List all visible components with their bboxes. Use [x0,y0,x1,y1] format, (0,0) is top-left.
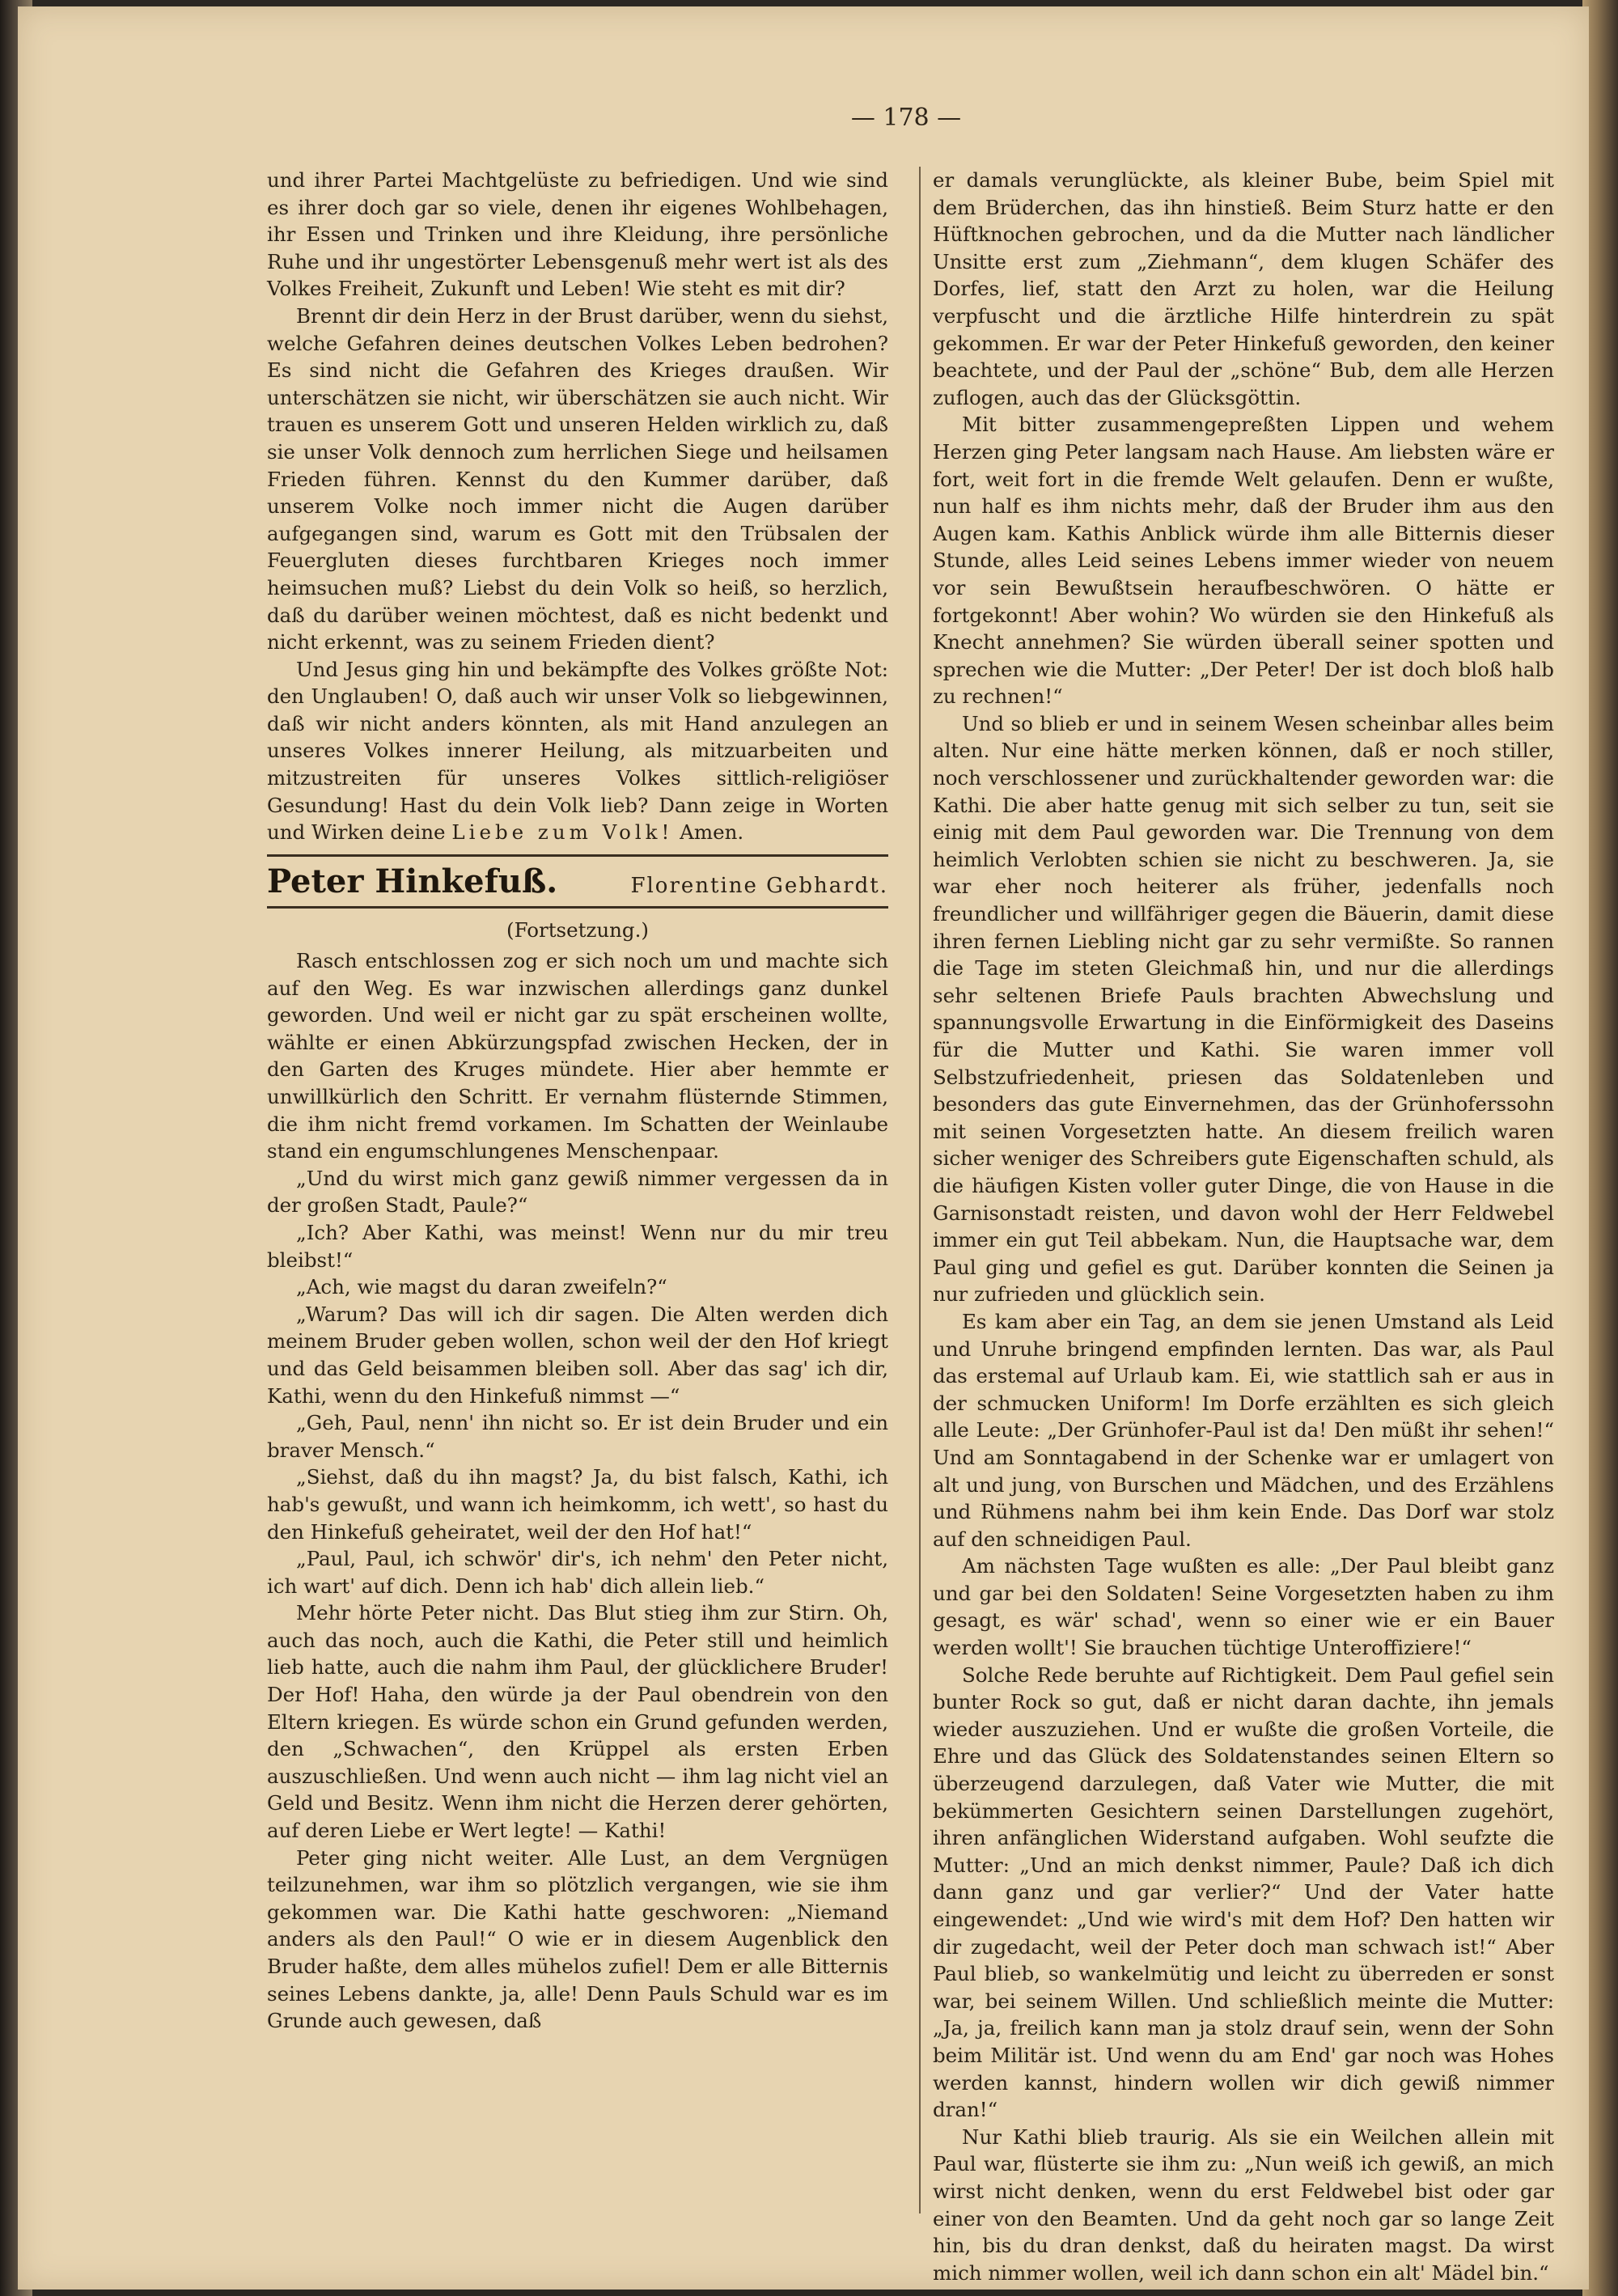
story-paragraph: Nur Kathi blieb traurig. Als sie ein Weilchen allein mit Paul war, flüsterte sie ihm zu: „Nun weiß ich gewiß, an mich wirst nicht denken, wenn du erst Feldwebel bist oder gar einer von den Beamten. Und da geht noch gar so lange Zeit hin, bis du dran denkst, daß du heiraten magst. Da wirst mich nimmer wollen, weil ich dann schon ein alt' Mädel bin.“ [933,2124,1554,2285]
story-paragraph: „Ich? Aber Kathi, was meinst! Wenn nur du mir treu bleibst!“ [267,1220,888,1272]
closing-text: Und Jesus ging hin und bekämpfte des Volkes größte Not: den Unglauben! O, daß auch wir unser Volk so liebgewinnen, daß wir nicht anders könnten, als mit Hand anzulegen an unseres Volkes innerer Heilung, als mitzuarbeiten und mitzustreiten für unseres Volkes sittlich-religiöser Gesundung! Hast du dein Volk lieb? Dann zeige in Worten und Wirken deine [267,657,888,845]
story-paragraph: „Geh, Paul, nenn' ihn nicht so. Er ist dein Bruder und ein braver Mensch.“ [267,1411,888,1462]
column-divider [919,167,921,2213]
story-paragraph: Solche Rede beruhte auf Richtigkeit. Dem Paul gefiel sein bunter Rock so gut, daß er nicht daran dachte, ihn jemals wieder auszuziehen. Und er wußte die großen Vorteile, die Ehre und das Glück des Soldatenstandes seinen Eltern so überzeugend darzulegen, daß Vater wie Mutter, die mit bekümmerten Gesichtern seinen Darstellungen zugehört, ihren anfänglichen Widerstand aufgaben. Wohl seufzte die Mutter: „Und an mich denkst nimmer, Paule? Daß ich dich dann ganz und gar verlier?“ Und der Vater hatte eingewendet: „Und wie wird's mit dem Hof? Den hatten wir dir zugedacht, weil der Peter doch man schwach ist!“ Aber Paul blieb, so wankelmütig und leicht zu überreden er sonst war, bei seinem Willen. Und schließlich meinte die Mutter: „Ja, ja, freilich kann man ja stolz drauf sein, wenn der Sohn beim Militär ist. Und wenn du am End' gar noch was Hohes werden kannst, hindern wollen wir dich gewiß nimmer dran!“ [933,1663,1554,2122]
section-rule [267,854,888,857]
sermon-paragraph: Brennt dir dein Herz in der Brust darüber, wenn du siehst, welche Gefahren deines deutschen Volkes Leben bedrohen? Es sind nicht die Gefahren des Krieges draußen. Wir unterschätzen sie nicht, wir überschätzen sie auch nicht. Wir trauen es unserem Gott und unseren Helden wirklich zu, daß sie unser Volk dennoch zum herrlichen Siege und heilsamen Frieden führen. Kennst du den Kummer darüber, daß unserem Volke noch immer nicht die Augen darüber aufgegangen sind, warum es Gott mit den Trübsalen der Feuergluten dieses furchtbaren Krieges noch immer heimsuchen muß? Liebst du dein Volk so heiß, so herzlich, daß du darüber weinen möchtest, daß es nicht bedenkt und nicht erkennt, was zu seinem Frieden dient? [267,303,888,654]
story-paragraph: Rasch entschlossen zog er sich noch um und machte sich auf den Weg. Es war inzwischen allerdings ganz dunkel geworden. Und weil er nicht gar zu spät erscheinen wollte, wählte er einen Abkürzungspfad zwischen Hecken, der in den Garten des Kruges mündete. Hier aber hemmte er unwillkürlich den Schritt. Er vernahm flüsternde Stimmen, die ihm nicht fremd vorkamen. Im Schatten der Weinlaube stand ein engumschlungenes Menschenpaar. [267,949,888,1163]
page-number: — 178 — [850,104,962,132]
story-paragraph: „Warum? Das will ich dir sagen. Die Alten werden dich meinem Bruder geben wollen, schon weil der den Hof kriegt und das Geld beisammen bleiben soll. Aber das sag' ich dir, Kathi, wenn du den Hinkefuß nimmst —“ [267,1302,888,1408]
story-paragraph: „Siehst, daß du ihn magst? Ja, du bist falsch, Kathi, ich hab's gewußt, und wann ich heimkomm, ich wett', so hast du den Hinkefuß geheiratet, weil der den Hof hat!“ [267,1465,888,1544]
amen-text: Amen. [680,820,744,845]
story-paragraph: „Paul, Paul, ich schwör' dir's, ich nehm' den Peter nicht, ich wart' auf dich. Denn ich hab' dich allein lieb.“ [267,1547,888,1598]
story-paragraph: Mehr hörte Peter nicht. Das Blut stieg ihm zur Stirn. Oh, auch das noch, auch die Kathi, die Peter still und heimlich lieb hatte, auch die nahm ihm Paul, der glücklichere Bruder! Der Hof! Haha, den würde ja der Paul obendrein von den Eltern kriegen. Es würde schon ein Grund gefunden werden, den „Schwachen“, den Krüppel als ersten Erben auszuschließen. Und wenn auch nicht — ihm lag nicht viel an Geld und Besitz. Wenn ihm nicht die Herzen derer gehörten, auf deren Liebe er Wert legte! — Kathi! [267,1601,888,1843]
story-author: Florentine Gebhardt. [630,873,888,898]
sermon-paragraph: und ihrer Partei Machtgelüste zu befriedigen. Und wie sind es ihrer doch gar so viele, denen ihr eigenes Wohlbehagen, ihr Essen und Trinken und ihre Kleidung, ihre persönliche Ruhe und ihr ungestörter Lebensgenuß mehr wert ist als des Volkes Freiheit, Zukunft und Leben! Wie steht es mit dir? [267,168,888,301]
story-header [267,862,888,905]
sermon-text [267,167,888,846]
right-column [933,167,1554,2285]
continuation-note: (Fortsetzung.) [506,918,649,943]
story-paragraph: Es kam aber ein Tag, an dem sie jenen Umstand als Leid und Unruhe bringend empfinden lernten. Das war, als Paul das erstemal auf Urlaub kam. Ei, wie stattlich sah er aus in der schmucken Uniform! Im Dorfe erzählten es sich gleich alle Leute: „Der Grünhofer-Paul ist da! Den müßt ihr sehen!“ Und am Sonntagabend in der Schenke war er umlagert von alt und jung, von Burschen und Mädchen, und des Erzählens und Rühmens nahm bei ihm kein Ende. Das Dorf war stolz auf den schneidigen Paul. [933,1309,1554,1551]
section-rule [267,906,888,909]
emphasis-text: Liebe zum Volk! [451,820,674,845]
story-text [267,947,888,2035]
story-paragraph: „Und du wirst mich ganz gewiß nimmer vergessen da in der großen Stadt, Paule?“ [267,1166,888,1218]
story-paragraph: „Ach, wie magst du daran zweifeln?“ [296,1275,667,1299]
sermon-closing-paragraph [267,656,888,846]
left-column [267,167,888,2213]
story-paragraph: Mit bitter zusammengepreßten Lippen und wehem Herzen ging Peter langsam nach Hause. Am liebsten wäre er fort, weit fort in die fremde Welt gelaufen. Denn er wußte, nun half es ihm nichts mehr, daß der Bruder ihm aus den Augen kam. Kathis Anblick würde ihm alle Bitternis dieser Stunde, alles Leid seines Lebens immer wieder von neuem vor sein Bewußtsein heraufbeschwören. O hätte er fortgekonnt! Aber wohin? Wo würden sie den Hinkefuß als Knecht annehmen? Sie würden überall seiner spotten und sprechen wie die Mutter: „Der Peter! Der ist doch bloß halb zu rechnen!“ [933,413,1554,709]
story-paragraph: er damals verunglückte, als kleiner Bube, beim Spiel mit dem Brüderchen, das ihn hinstieß. Beim Sturz hatte er den Hüftknochen gebrochen, und da die Mutter nach ländlicher Unsitte erst zum „Ziehmann“, dem klugen Schäfer des Dorfes, lief, statt den Arzt zu holen, war die Heilung verpfuscht und die ärztliche Hilfe hinterdrein zu spät gekommen. Er war der Peter Hinkefuß geworden, den keiner beachtete, und der Paul der „schöne“ Bub, dem alle Herzen zuflogen, auch das der Glücksgöttin. [933,168,1554,409]
story-paragraph: Am nächsten Tage wußten es alle: „Der Paul bleibt ganz und gar bei den Soldaten! Seine Vorgesetzten haben zu ihm gesagt, es wär' schad', wenn so einer wie er ein Bauer werden wollt'! Sie brauchen tüchtige Unteroffiziere!“ [933,1554,1554,1660]
story-paragraph: Und so blieb er und in seinem Wesen scheinbar alles beim alten. Nur eine hätte merken können, daß er noch stiller, noch verschlossener und zurückhaltender geworden war: die Kathi. Die aber hatte genug mit sich selber zu tun, seit sie einig mit dem Paul geworden war. Die Trennung von dem heimlich Verlobten schien sie nicht zu beschweren. Ja, sie war eher noch heiterer als früher, jedenfalls noch freundlicher und willfähriger gegen die Bäuerin, damit diese ihren fernen Liebling nicht gar zu sehr vermißte. So rannen die Tage im steten Gleichmaß hin, und nur die allerdings sehr seltenen Briefe Pauls brachten Abwechslung und spannungsvolle Erwartung in die Einförmigkeit des Daseins für die Mutter und Kathi. Sie waren immer voll Selbstzufriedenheit, priesen das Soldatenleben und besonders das gute Einvernehmen, das der Grünhoferssohn mit seinen Vorgesetzten hatte. An diesem freilich waren sicher weniger des Schreibers gute Eigenschaften schuld, als die häufigen Kisten voller guter Dinge, die von Hause in die Garnisonstadt reisten, und davon wohl der Herr Feldwebel immer ein gut Teil abbekam. Nun, die Hauptsache war, dem Paul ging und gefiel es gut. Darüber konnten die Seinen ja nur zufrieden und glücklich sein. [933,711,1554,1307]
story-title: Peter Hinkefuß. [267,862,558,900]
story-paragraph: Peter ging nicht weiter. Alle Lust, an dem Vergnügen teilzunehmen, war ihm so plötzlich vergangen, wie sie ihm gekommen war. Die Kathi hatte geschworen: „Niemand anders als den Paul!“ O wie er in diesem Augenblick den Bruder haßte, dem alles mühelos zufiel! Dem er alle Bitternis seines Lebens dankte, ja, alle! Denn Pauls Schuld war es im Grunde auch gewesen, daß [267,1845,888,2033]
